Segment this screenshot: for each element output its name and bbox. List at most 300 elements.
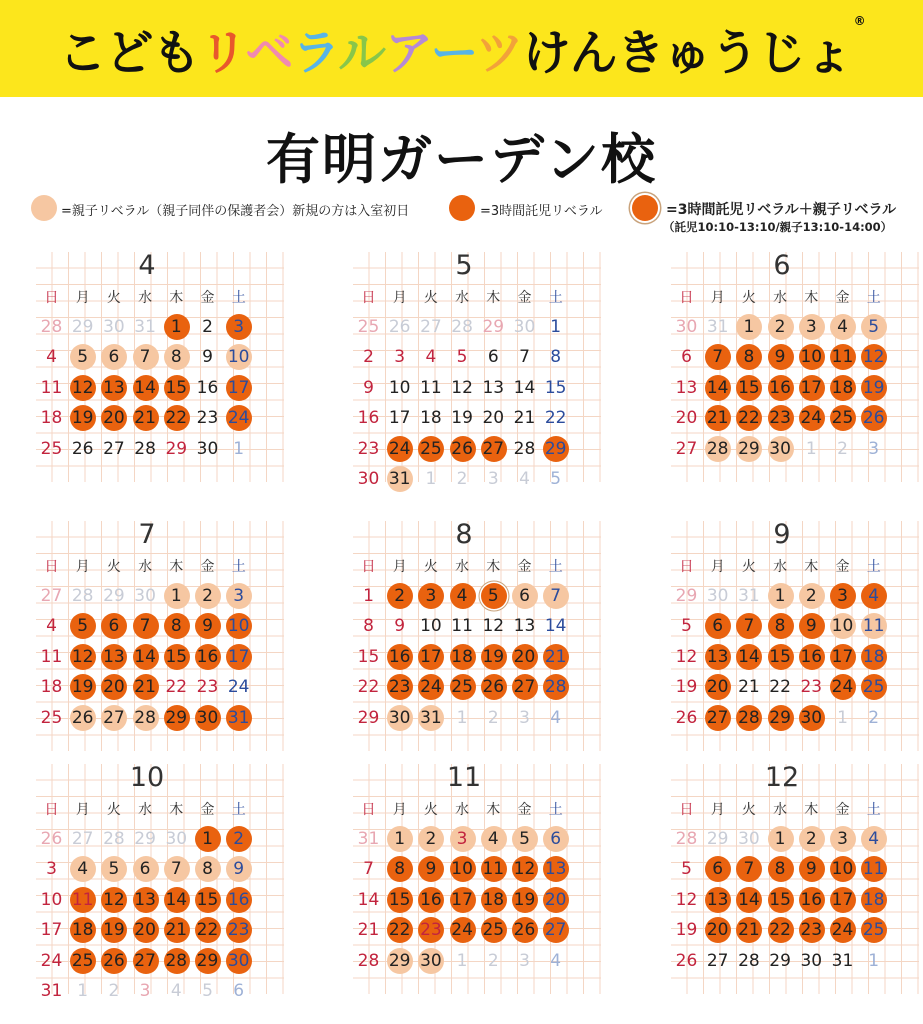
day-cell — [478, 403, 509, 433]
day-number: 3 — [837, 586, 848, 606]
day-number: 3 — [519, 707, 530, 728]
day-cell — [765, 373, 796, 403]
day-number: 3 — [394, 347, 406, 368]
day-number: 13 — [706, 889, 729, 910]
day-cell — [415, 581, 446, 611]
day-number: 26 — [451, 438, 473, 459]
day-cell — [384, 581, 415, 611]
day-cell — [130, 403, 161, 433]
day-number: 5 — [108, 859, 120, 880]
day-cell — [478, 642, 509, 672]
day-cell — [702, 581, 733, 611]
day-number: 22 — [357, 677, 380, 698]
day-number: 21 — [134, 408, 156, 429]
day-number: 6 — [681, 347, 692, 368]
day-cell — [223, 703, 254, 733]
day-number: 7 — [139, 347, 151, 368]
day-cell — [702, 312, 733, 342]
day-cell — [733, 703, 764, 733]
day-number: 15 — [357, 646, 380, 667]
day-number: 28 — [451, 317, 473, 337]
day-number: 1 — [774, 586, 786, 606]
day-number: 24 — [227, 677, 250, 698]
day-cell — [161, 672, 192, 702]
weekday-header: 月 — [75, 559, 90, 575]
day-cell — [384, 703, 415, 733]
day-cell — [702, 672, 733, 702]
day-cell — [67, 642, 98, 672]
day-cell — [478, 373, 509, 403]
day-number: 6 — [108, 616, 120, 637]
day-number: 1 — [456, 707, 468, 728]
day-cell — [858, 885, 889, 915]
brand-segment: ツ — [475, 25, 523, 81]
day-cell — [353, 824, 384, 854]
day-number: 27 — [482, 438, 505, 459]
day-number: 30 — [357, 469, 380, 489]
day-number: 28 — [71, 586, 94, 606]
weekday-header: 月 — [710, 559, 725, 575]
day-cell — [671, 672, 702, 702]
day-cell — [223, 312, 254, 342]
day-number: 25 — [451, 677, 473, 698]
day-cell — [130, 434, 161, 464]
month-title: 10 — [129, 762, 165, 793]
day-number: 7 — [743, 859, 755, 880]
day-cell — [192, 581, 223, 611]
day-number: 28 — [134, 438, 156, 459]
day-number: 10 — [800, 347, 823, 368]
day-cell — [478, 312, 509, 342]
day-cell — [36, 946, 67, 976]
day-cell — [858, 611, 889, 641]
day-cell — [733, 434, 764, 464]
day-number: 16 — [196, 377, 219, 398]
weekday-header: 水 — [138, 802, 153, 818]
day-cell — [702, 342, 733, 372]
day-cell — [796, 672, 827, 702]
day-cell — [192, 885, 223, 915]
day-cell — [858, 434, 889, 464]
day-cell — [161, 976, 192, 1006]
weekday-header: 土 — [231, 290, 246, 306]
day-number: 1 — [425, 469, 437, 489]
legend-dot-orange-icon — [449, 195, 475, 221]
day-cell — [98, 854, 129, 884]
day-number: 27 — [103, 707, 125, 728]
day-number: 24 — [831, 920, 854, 941]
day-cell — [796, 434, 827, 464]
weekday-header: 金 — [835, 802, 850, 818]
day-number: 30 — [165, 829, 188, 849]
day-cell — [827, 373, 858, 403]
day-number: 23 — [388, 677, 411, 698]
day-cell — [223, 581, 254, 611]
month-calendar-8 — [353, 521, 601, 751]
day-number: 9 — [805, 859, 817, 880]
day-cell — [671, 915, 702, 945]
day-cell — [765, 434, 796, 464]
day-number: 9 — [233, 859, 245, 880]
day-cell — [353, 464, 384, 494]
day-cell — [98, 915, 129, 945]
weekday-header: 火 — [741, 802, 756, 818]
day-number: 14 — [706, 377, 729, 398]
day-cell — [415, 946, 446, 976]
day-cell — [161, 342, 192, 372]
day-number: 21 — [513, 408, 536, 429]
day-cell — [733, 946, 764, 976]
day-number: 4 — [837, 317, 848, 337]
day-cell — [130, 946, 161, 976]
weekday-header: 水 — [455, 802, 470, 818]
day-number: 24 — [388, 438, 411, 459]
day-number: 9 — [805, 616, 817, 637]
month-title: 8 — [455, 519, 473, 550]
day-cell — [509, 946, 540, 976]
day-cell — [161, 915, 192, 945]
day-cell — [415, 854, 446, 884]
brand-segment: ル — [337, 25, 385, 81]
day-number: 27 — [675, 438, 698, 459]
day-number: 31 — [706, 317, 729, 337]
day-cell — [36, 581, 67, 611]
day-number: 25 — [862, 920, 885, 941]
day-cell — [702, 611, 733, 641]
day-cell — [733, 342, 764, 372]
day-number: 2 — [233, 829, 245, 849]
day-cell — [353, 342, 384, 372]
day-cell — [353, 672, 384, 702]
day-cell — [67, 824, 98, 854]
day-cell — [161, 946, 192, 976]
day-cell — [509, 403, 540, 433]
day-cell — [540, 342, 571, 372]
day-cell — [858, 403, 889, 433]
trademark-mark: ® — [853, 14, 865, 28]
day-cell — [161, 642, 192, 672]
day-cell — [223, 946, 254, 976]
day-number: 26 — [71, 707, 94, 728]
day-number: 19 — [71, 408, 94, 429]
day-number: 6 — [233, 981, 245, 1001]
day-cell — [509, 581, 540, 611]
day-number: 2 — [774, 317, 786, 337]
day-cell — [509, 373, 540, 403]
day-cell — [447, 642, 478, 672]
day-cell — [384, 915, 415, 945]
day-number: 8 — [743, 347, 755, 368]
day-number: 29 — [103, 586, 125, 606]
day-cell — [796, 312, 827, 342]
day-number: 20 — [513, 646, 536, 667]
day-number: 19 — [513, 889, 536, 910]
day-cell — [384, 611, 415, 641]
weekday-header: 金 — [517, 290, 532, 306]
day-cell — [827, 581, 858, 611]
day-cell — [415, 464, 446, 494]
brand-segment: ベ — [245, 25, 293, 81]
day-cell — [36, 434, 67, 464]
day-number: 2 — [456, 469, 468, 489]
day-cell — [733, 403, 764, 433]
day-cell — [447, 611, 478, 641]
weekday-header: 日 — [361, 290, 376, 306]
day-cell — [765, 915, 796, 945]
day-number: 25 — [831, 408, 854, 429]
day-number: 14 — [513, 377, 536, 398]
day-cell — [36, 373, 67, 403]
weekday-header: 金 — [835, 290, 850, 306]
day-cell — [36, 976, 67, 1006]
day-cell — [353, 581, 384, 611]
day-number: 2 — [487, 707, 499, 728]
day-number: 2 — [487, 950, 499, 971]
day-cell — [702, 642, 733, 672]
day-cell — [671, 312, 702, 342]
day-cell — [478, 915, 509, 945]
day-cell — [98, 946, 129, 976]
day-cell — [192, 824, 223, 854]
day-cell — [384, 854, 415, 884]
day-number: 19 — [482, 646, 505, 667]
day-number: 27 — [513, 677, 536, 698]
day-number: 12 — [71, 377, 94, 398]
day-cell — [796, 915, 827, 945]
day-cell — [509, 611, 540, 641]
day-cell — [447, 342, 478, 372]
day-cell — [353, 611, 384, 641]
day-cell — [415, 611, 446, 641]
day-cell — [827, 403, 858, 433]
day-number: 26 — [862, 408, 885, 429]
day-cell — [478, 672, 509, 702]
day-number: 21 — [165, 920, 188, 941]
month-title: 4 — [138, 250, 156, 281]
day-cell — [36, 885, 67, 915]
day-number: 10 — [227, 616, 250, 637]
weekday-header: 金 — [517, 559, 532, 575]
day-number: 4 — [487, 829, 499, 849]
day-number: 12 — [675, 889, 698, 910]
day-number: 18 — [862, 889, 885, 910]
weekday-header: 土 — [548, 290, 563, 306]
day-number: 2 — [425, 829, 437, 849]
day-number: 23 — [769, 408, 791, 429]
day-number: 3 — [233, 317, 245, 337]
day-number: 13 — [513, 616, 536, 637]
day-number: 23 — [227, 920, 250, 941]
day-number: 26 — [103, 950, 125, 971]
day-number: 10 — [831, 859, 854, 880]
day-cell — [98, 672, 129, 702]
day-cell — [415, 915, 446, 945]
day-cell — [671, 342, 702, 372]
weekday-header: 土 — [866, 559, 881, 575]
weekday-header: 日 — [679, 802, 694, 818]
day-number: 24 — [451, 920, 473, 941]
day-cell — [192, 976, 223, 1006]
school-title: 有明ガーデン校 — [266, 128, 657, 191]
day-cell — [130, 885, 161, 915]
day-number: 26 — [40, 829, 63, 849]
day-number: 16 — [227, 889, 250, 910]
day-cell — [858, 373, 889, 403]
day-number: 27 — [40, 586, 63, 606]
day-number: 29 — [165, 438, 188, 459]
day-number: 1 — [456, 950, 468, 971]
day-number: 14 — [134, 646, 156, 667]
day-number: 22 — [196, 920, 219, 941]
day-cell — [353, 946, 384, 976]
day-cell — [796, 611, 827, 641]
day-number: 10 — [388, 377, 411, 398]
day-cell — [702, 824, 733, 854]
day-cell — [161, 854, 192, 884]
day-cell — [671, 642, 702, 672]
day-cell — [509, 342, 540, 372]
day-number: 2 — [805, 586, 817, 606]
day-number: 9 — [425, 859, 437, 880]
day-number: 12 — [513, 859, 536, 880]
day-number: 28 — [165, 950, 188, 971]
day-cell — [415, 373, 446, 403]
day-cell — [36, 312, 67, 342]
day-cell — [540, 946, 571, 976]
day-number: 24 — [420, 677, 442, 698]
day-number: 28 — [706, 438, 729, 459]
day-number: 23 — [196, 408, 219, 429]
day-cell — [796, 642, 827, 672]
brand-segment: リ — [199, 25, 246, 81]
weekday-header: 水 — [773, 559, 788, 575]
day-cell — [733, 581, 764, 611]
day-cell — [509, 703, 540, 733]
day-cell — [98, 642, 129, 672]
weekday-header: 木 — [169, 802, 184, 818]
day-cell — [478, 581, 509, 611]
day-cell — [858, 824, 889, 854]
month-title: 5 — [455, 250, 473, 281]
day-cell — [415, 642, 446, 672]
day-number: 26 — [675, 950, 698, 971]
day-cell — [130, 854, 161, 884]
day-cell — [98, 703, 129, 733]
day-number: 19 — [862, 377, 885, 398]
header-banner — [0, 0, 923, 97]
day-number: 5 — [202, 981, 213, 1001]
day-cell — [702, 915, 733, 945]
month-calendar-6 — [671, 252, 919, 482]
day-number: 29 — [196, 950, 219, 971]
day-number: 29 — [706, 829, 729, 849]
day-number: 30 — [388, 707, 411, 728]
legend-label-childcare: =3時間託児リベラル — [480, 204, 603, 219]
day-cell — [509, 672, 540, 702]
day-cell — [36, 703, 67, 733]
day-number: 24 — [831, 677, 854, 698]
legend-dot-ringed-icon — [632, 195, 658, 221]
day-number: 4 — [519, 469, 530, 489]
day-cell — [192, 946, 223, 976]
month-calendar-7 — [36, 521, 284, 751]
day-number: 20 — [103, 677, 125, 698]
day-cell — [353, 642, 384, 672]
day-number: 29 — [769, 707, 791, 728]
day-number: 12 — [675, 646, 698, 667]
day-cell — [765, 672, 796, 702]
day-number: 6 — [712, 859, 724, 880]
day-cell — [192, 703, 223, 733]
brand-segment: ア — [384, 25, 431, 81]
day-cell — [415, 824, 446, 854]
day-cell — [192, 854, 223, 884]
day-number: 1 — [363, 586, 374, 606]
weekday-header: 水 — [773, 802, 788, 818]
weekday-header: 木 — [804, 290, 819, 306]
day-cell — [509, 915, 540, 945]
day-number: 21 — [357, 920, 380, 941]
day-number: 28 — [738, 950, 760, 971]
day-number: 19 — [675, 920, 698, 941]
day-number: 2 — [363, 347, 374, 368]
day-number: 30 — [196, 438, 219, 459]
day-cell — [858, 946, 889, 976]
day-number: 22 — [769, 677, 791, 698]
day-number: 26 — [675, 707, 698, 728]
day-cell — [796, 373, 827, 403]
legend-label-parent-child: =親子リベラル（親子同伴の保護者会）新規の方は入室初日 — [61, 204, 410, 219]
day-cell — [478, 342, 509, 372]
weekday-header: 月 — [392, 559, 407, 575]
day-cell — [858, 854, 889, 884]
day-cell — [384, 885, 415, 915]
day-number: 5 — [77, 616, 89, 637]
day-number: 4 — [170, 981, 182, 1001]
day-number: 14 — [134, 377, 156, 398]
day-number: 21 — [738, 677, 760, 698]
day-cell — [384, 642, 415, 672]
weekday-header: 土 — [866, 802, 881, 818]
day-cell — [67, 373, 98, 403]
day-cell — [192, 434, 223, 464]
day-cell — [509, 854, 540, 884]
day-cell — [540, 373, 571, 403]
day-cell — [161, 581, 192, 611]
day-cell — [540, 581, 571, 611]
day-cell — [733, 824, 764, 854]
day-number: 6 — [519, 586, 530, 606]
day-number: 30 — [800, 950, 823, 971]
day-number: 24 — [800, 408, 823, 429]
day-cell — [223, 672, 254, 702]
day-cell — [702, 434, 733, 464]
day-number: 11 — [482, 859, 505, 880]
day-number: 4 — [550, 950, 562, 971]
day-cell — [702, 946, 733, 976]
day-number: 22 — [165, 408, 188, 429]
day-cell — [827, 672, 858, 702]
day-cell — [353, 434, 384, 464]
day-number: 7 — [170, 859, 182, 880]
weekday-header: 日 — [679, 290, 694, 306]
day-cell — [67, 403, 98, 433]
day-cell — [858, 915, 889, 945]
day-number: 21 — [544, 646, 567, 667]
day-cell — [192, 373, 223, 403]
day-cell — [478, 611, 509, 641]
weekday-header: 火 — [741, 290, 756, 306]
